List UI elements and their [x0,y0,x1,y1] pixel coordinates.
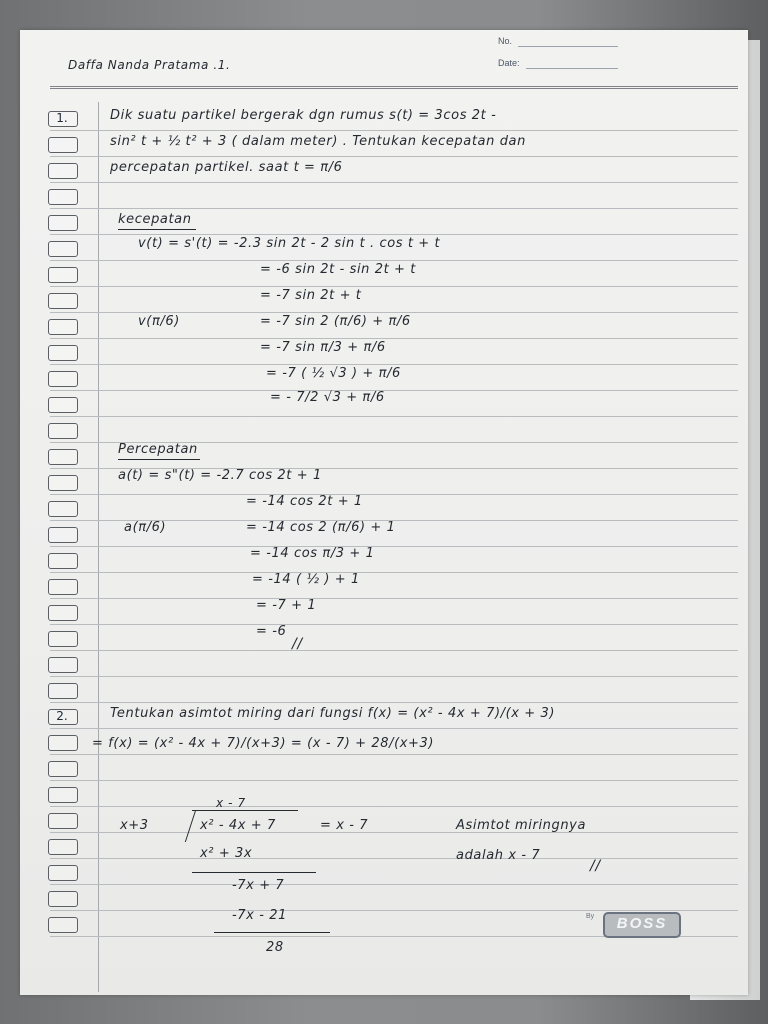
acceleration-step-4: = -14 cos π/3 + 1 [250,546,375,561]
velocity-step-1: v(t) = s'(t) = -2.3 sin 2t - 2 sin t . cos t + t [138,236,441,251]
velocity-at-label: v(π/6) [138,314,180,329]
margin-box [48,423,78,439]
heading-underline [118,229,196,230]
division-bar [192,810,298,811]
margin-box [48,787,78,803]
ruled-line [50,728,738,729]
margin-box [48,839,78,855]
acceleration-step-2: = -14 cos 2t + 1 [246,494,363,509]
ruled-line [50,260,738,261]
ruled-line [50,156,738,157]
ruled-line [50,182,738,183]
ruled-line [50,364,738,365]
ruled-line [50,598,738,599]
acceleration-at-label: a(π/6) [124,520,167,535]
velocity-step-3: = -7 sin 2t + t [260,288,362,303]
notebook-page [20,30,748,995]
margin-box [48,527,78,543]
question-number-1: 1. [56,111,68,125]
margin-box [48,579,78,595]
margin-box [48,865,78,881]
velocity-step-6: = -7 ( ½ √3 ) + π/6 [266,366,401,381]
q2-conclusion-line2: adalah x - 7 [456,848,541,863]
division-bracket [185,810,196,842]
top-rule [50,86,738,89]
margin-box [48,163,78,179]
ruled-line [50,676,738,677]
subtraction-line [214,932,330,933]
subtraction-line [192,872,316,873]
ruled-line [50,546,738,547]
margin-box [48,267,78,283]
long-division-result: = x - 7 [320,818,369,833]
ruled-line [50,312,738,313]
margin-box [48,319,78,335]
margin-box [48,657,78,673]
margin-box [48,345,78,361]
margin-box [48,241,78,257]
margin-box [48,917,78,933]
margin-box [48,475,78,491]
margin-box [48,137,78,153]
acceleration-step-1: a(t) = s"(t) = -2.7 cos 2t + 1 [118,468,322,483]
margin-box [48,371,78,387]
question-number-2: 2. [56,709,68,723]
long-division-subtract-2: -7x - 21 [232,908,287,923]
long-division-quotient: x - 7 [216,796,246,810]
velocity-step-2: = -6 sin 2t - sin 2t + t [260,262,416,277]
ruled-line [50,884,738,885]
velocity-result: = - 7/2 √3 + π/6 [270,390,385,405]
q2-conclusion-line1: Asimtot miringnya [456,818,587,833]
ruled-line [50,208,738,209]
margin-box [48,449,78,465]
long-division-divisor: x+3 [120,818,149,833]
ruled-line [50,754,738,755]
margin-box [48,631,78,647]
ruled-line [50,702,738,703]
ruled-line [50,910,738,911]
q2-rewrite: = f(x) = (x² - 4x + 7)/(x+3) = (x - 7) + 28/(x+3) [92,736,435,751]
margin-box [48,215,78,231]
ruled-line [50,494,738,495]
velocity-step-5: = -7 sin π/3 + π/6 [260,340,386,355]
margin-box [48,553,78,569]
long-division-dividend: x² - 4x + 7 [200,818,276,833]
ruled-line [50,832,738,833]
margin-box [48,813,78,829]
acceleration-step-3: = -14 cos 2 (π/6) + 1 [246,520,396,535]
answer-mark: // [292,636,303,652]
margin-box [48,891,78,907]
boss-logo [603,912,681,938]
ruled-line [50,650,738,651]
margin-box [48,605,78,621]
ruled-line [50,390,738,391]
q1-statement-line3: percepatan partikel. saat t = π/6 [110,160,343,175]
date-line [526,68,618,69]
no-label: No. [498,36,513,46]
ruled-line [50,338,738,339]
student-name: Daffa Nanda Pratama .1. [68,58,231,72]
answer-mark: // [590,858,601,874]
heading-underline [118,459,200,460]
percepatan-heading: Percepatan [118,442,198,457]
margin-box [48,189,78,205]
acceleration-step-5: = -14 ( ½ ) + 1 [252,572,360,587]
margin-box [48,735,78,751]
date-label: Date: [498,58,520,68]
acceleration-step-6: = -7 + 1 [256,598,317,613]
long-division-subtract-1: x² + 3x [200,846,253,861]
ruled-line [50,286,738,287]
acceleration-result: = -6 [256,624,287,639]
long-division-remainder: 28 [266,940,284,955]
margin-box [48,501,78,517]
ruled-line [50,416,738,417]
ruled-line [50,806,738,807]
velocity-step-4: = -7 sin 2 (π/6) + π/6 [260,314,411,329]
no-line [518,46,618,47]
ruled-line [50,780,738,781]
ruled-line [50,624,738,625]
kecepatan-heading: kecepatan [118,212,192,227]
q1-statement-line1: Dik suatu partikel bergerak dgn rumus s(t) = 3cos 2t - [110,108,497,123]
margin-box [48,293,78,309]
ruled-line [50,130,738,131]
ruled-line [50,572,738,573]
long-division-remainder-1: -7x + 7 [232,878,285,893]
q1-statement-line2: sin² t + ½ t² + 3 ( dalam meter) . Tentukan kecepatan dan [110,134,526,149]
q2-statement: Tentukan asimtot miring dari fungsi f(x) = (x² - 4x + 7)/(x + 3) [110,706,556,721]
ruled-line [50,858,738,859]
ruled-line [50,234,738,235]
logo-text: BOSS [616,915,668,932]
margin-box [48,761,78,777]
margin-box [48,397,78,413]
margin-box [48,683,78,699]
brand-mark: By [586,913,595,920]
